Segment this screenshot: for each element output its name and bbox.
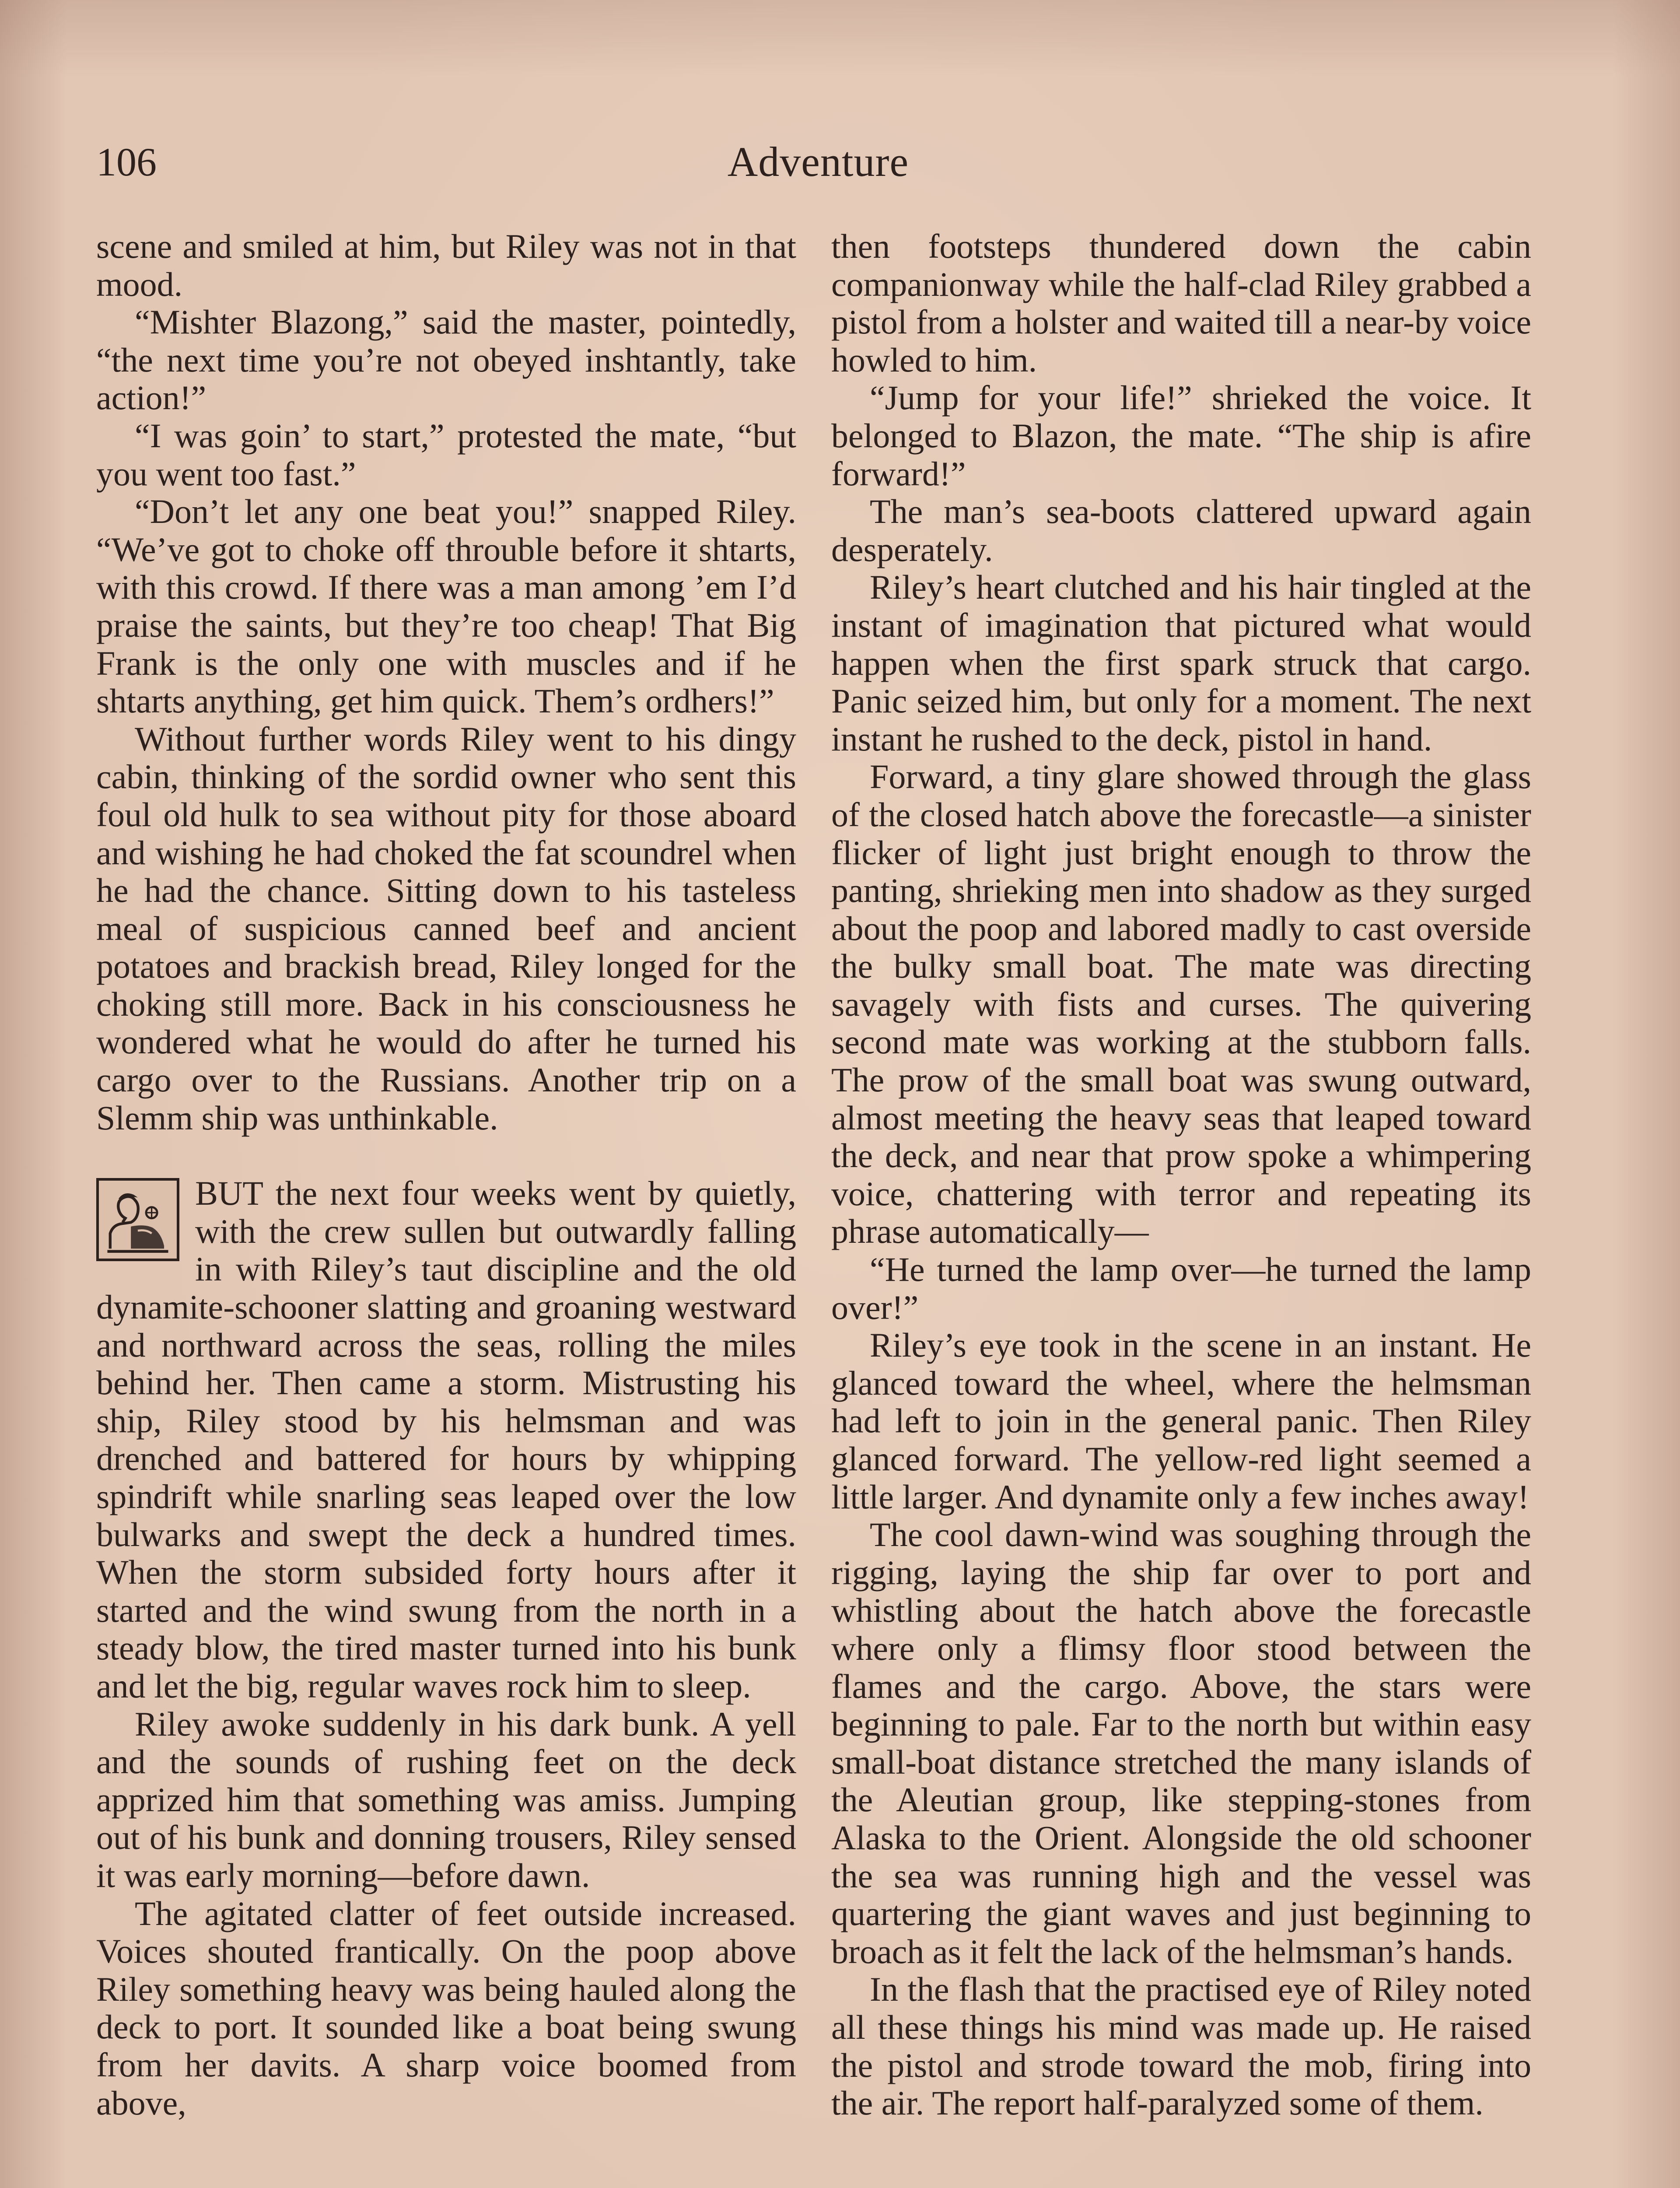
- left-column: [96, 228, 796, 2122]
- paragraph: scene and smiled at him, but Riley was not in that mood.: [96, 227, 796, 303]
- paragraph: Riley awoke suddenly in his dark bunk. A yell and the sounds of rushing feet on the deck apprized him that something was amiss. Jumping out of his bunk and donning trousers, Riley sensed it was early morning—before dawn.: [96, 1704, 796, 1894]
- paragraph: Forward, a tiny glare showed through the glass of the closed hatch above the forecastle—a sinister flicker of light just bright enough to throw the panting, shrieking men into shadow as they surged about the poop and labored madly to cast overside the bulky small boat. The mate was directing savagely with fists and curses. The quivering second mate was working at the stubborn falls. The prow of the small boat was swung outward, almost meeting the heavy seas that leaped toward the deck, and near that prow spoke a whimpering voice, chattering with terror and repeating its phrase automatically—: [831, 757, 1531, 1251]
- section-opening-paragraph: BUT the next four weeks went by quietly, with the crew sullen but outwardly falling in with Riley’s taut discipline and the old dynamite-schooner slatting and groaning westward and northward across the seas, rolling the miles behind her. Then came a storm. Mistrusting his ship, Riley stood by his helmsman and was drenched and battered for hours by whipping spindrift while snarling seas leaped over the low bulwarks and swept the deck a hundred times. When the storm subsided forty hours after it started and the wind swung from the north in a steady blow, the tired master turned into his bunk and let the big, regular waves rock him to sleep.: [96, 1174, 796, 1705]
- paragraph: Without further words Riley went to his dingy cabin, thinking of the sordid owner who sent this foul old hulk to sea without pity for those aboard and wishing he had choked the fat scoundrel when he had the chance. Sitting down to his tasteless meal of suspicious canned beef and ancient potatoes and brackish bread, Riley longed for the choking still more. Back in his consciousness he wondered what he would do after he turned his cargo over to the Russians. Another trip on a Slemm ship was unthinkable.: [96, 719, 796, 1137]
- paragraph: The cool dawn-wind was soughing through the rigging, laying the ship far over to port and whistling about the hatch above the forecastle where only a flimsy floor stood between the flames and the cargo. Above, the stars were beginning to pale. Far to the north but within easy small-boat distance stretched the many islands of the Aleutian group, like stepping-stones from Alaska to the Orient. Alongside the old schooner the sea was running high and the vessel was quartering the giant waves and just beginning to broach as it felt the lack of the helmsman’s hands.: [831, 1515, 1531, 1971]
- right-column: [831, 228, 1531, 2122]
- paragraph: then footsteps thundered down the cabin companionway while the half-clad Riley grabbed a pistol from a holster and waited till a near-by voice howled to him.: [831, 227, 1531, 379]
- paragraph: “Jump for your life!” shrieked the voice. It belonged to Blazon, the mate. “The ship is afire forward!”: [831, 379, 1531, 493]
- section-ornament-icon: [96, 1178, 179, 1261]
- section-break: [96, 1137, 796, 1175]
- sailor-ornament-icon: [103, 1185, 172, 1254]
- running-title: Adventure: [727, 138, 909, 185]
- paragraph: “Don’t let any one beat you!” snapped Riley. “We’ve got to choke off throuble before it shtarts, with this crowd. If there was a man among ’em I’d praise the saints, but they’re too cheap! That Big Frank is the only one with muscles and if he shtarts anything, get him quick. Them’s ordhers!”: [96, 492, 796, 720]
- paragraph: “Mishter Blazong,” said the master, pointedly, “the next time you’re not obeyed inshtantly, take action!”: [96, 303, 796, 417]
- paragraph: “I was goin’ to start,” protested the mate, “but you went too fast.”: [96, 416, 796, 493]
- page-number: 106: [96, 140, 157, 184]
- paragraph: Riley’s heart clutched and his hair tingled at the instant of imagination that pictured what would happen when the first spark struck that cargo. Panic seized him, but only for a moment. The next instant he rushed to the deck, pistol in hand.: [831, 568, 1531, 758]
- paragraph: The man’s sea-boots clattered upward again desperately.: [831, 492, 1531, 568]
- paragraph: Riley’s eye took in the scene in an instant. He glanced toward the wheel, where the helmsman had left to join in the general panic. Then Riley glanced forward. The yellow-red light seemed a little larger. And dynamite only a few inches away!: [831, 1326, 1531, 1516]
- paragraph: “He turned the lamp over—he turned the lamp over!”: [831, 1250, 1531, 1326]
- page-header: [96, 131, 1540, 193]
- paragraph: In the flash that the practised eye of Riley noted all these things his mind was made up. He raised the pistol and strode toward the mob, firing into the air. The report half-paralyzed some of them.: [831, 1970, 1531, 2122]
- paragraph: The agitated clatter of feet outside increased. Voices shouted frantically. On the poop above Riley something heavy was being hauled along the deck to port. It sounded like a boat being swung from her davits. A sharp voice boomed from above,: [96, 1894, 796, 2122]
